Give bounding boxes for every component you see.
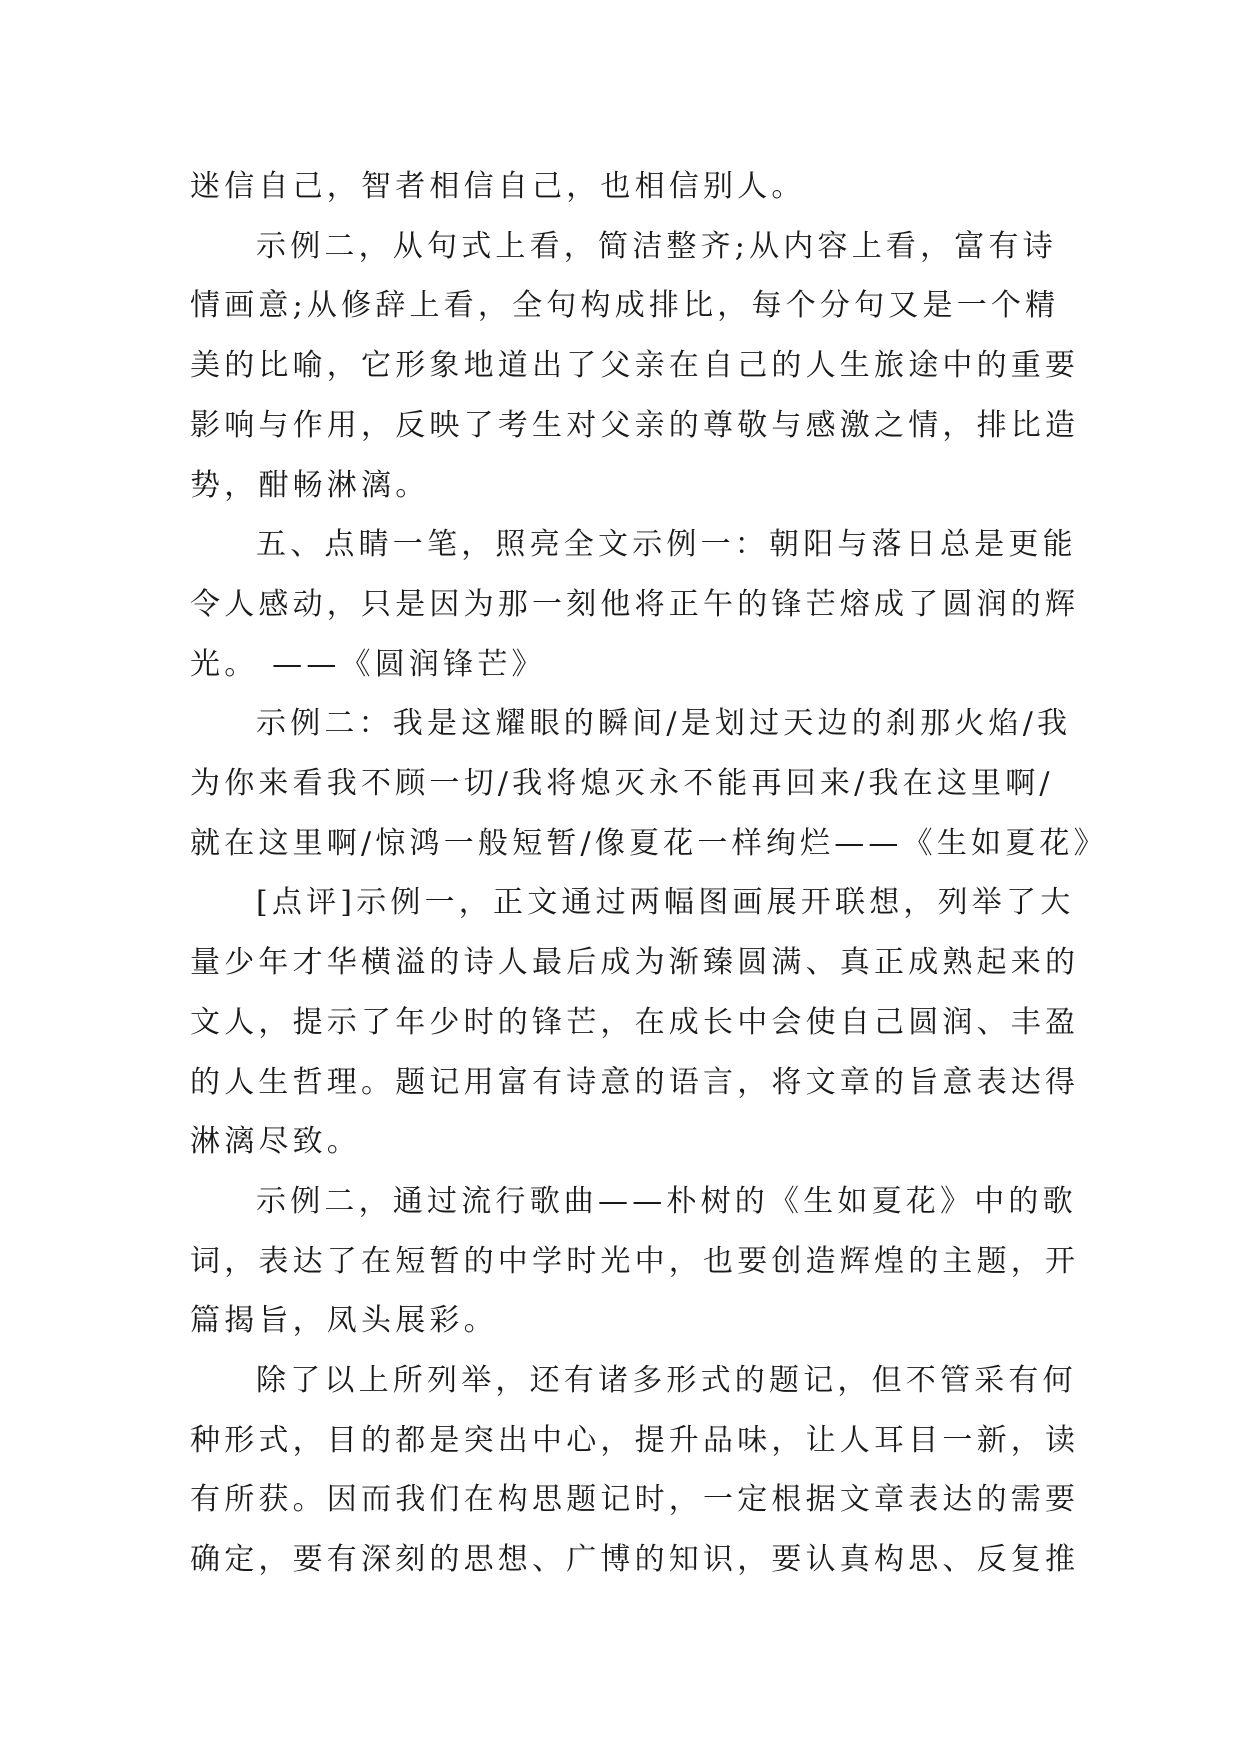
- text-line: 令人感动，只是因为那一刻他将正午的锋芒熔成了圆润的辉: [190, 586, 1080, 622]
- text-line: 情画意;从修辞上看，全句构成排比，每个分句又是一个精: [190, 288, 1060, 324]
- paragraph: [190, 157, 1050, 217]
- text-line: 影响与作用，反映了考生对父亲的尊敬与感激之情，排比造: [190, 407, 1080, 443]
- text-line: [点评]示例一，正文通过两幅图画展开联想，列举了大: [256, 885, 1075, 921]
- paragraph: [190, 1351, 1080, 1590]
- text-line: 除了以上所列举，还有诸多形式的题记，但不管采有何: [256, 1363, 1077, 1399]
- text-line: 文人，提示了年少时的锋芒，在成长中会使自己圆润、丰盈: [190, 1004, 1080, 1040]
- text-line: 确定，要有深刻的思想、广博的知识，要认真构思、反复推: [190, 1542, 1080, 1578]
- text-line: 种形式，目的都是突出中心，提升品味，让人耳目一新，读: [190, 1422, 1080, 1458]
- paragraph: [190, 873, 1080, 1172]
- text-line: 光。 ——《圆润锋芒》: [190, 646, 546, 682]
- text-line: 词，表达了在短暂的中学时光中，也要创造辉煌的主题，开: [190, 1243, 1080, 1279]
- paragraph: [190, 1172, 1080, 1351]
- text-line: 示例二：我是这耀眼的瞬间/是划过天边的刹那火焰/我: [256, 706, 1072, 742]
- text-line: 淋漓尽致。: [190, 1124, 361, 1160]
- document-body: [190, 157, 1108, 1590]
- text-line: 美的比喻，它形象地道出了父亲在自己的人生旅途中的重要: [190, 348, 1080, 384]
- text-line: 的人生哲理。题记用富有诗意的语言，将文章的旨意表达得: [190, 1064, 1080, 1100]
- text-line: 量少年才华横溢的诗人最后成为渐臻圆满、真正成熟起来的: [190, 945, 1080, 981]
- text-line: 就在这里啊/惊鸿一般短暂/像夏花一样绚烂——《生如夏花》: [190, 825, 1108, 861]
- text-line: 五、点睛一笔，照亮全文示例一：朝阳与落日总是更能: [256, 527, 1077, 563]
- text-line: 有所获。因而我们在构思题记时，一定根据文章表达的需要: [190, 1482, 1080, 1518]
- text-line: 示例二，从句式上看，简洁整齐;从内容上看，富有诗: [256, 228, 1057, 264]
- text-line: 势，酣畅淋漓。: [190, 467, 430, 503]
- text-line: 示例二，通过流行歌曲——朴树的《生如夏花》中的歌: [256, 1183, 1077, 1219]
- paragraph: [190, 217, 1080, 516]
- text-line: 篇揭旨，凤头展彩。: [190, 1303, 498, 1339]
- paragraph: [190, 694, 1108, 873]
- paragraph: [190, 515, 1080, 694]
- text-line: 迷信自己，智者相信自己，也相信别人。: [190, 169, 806, 204]
- text-line: 为你来看我不顾一切/我将熄灭永不能再回来/我在这里啊/: [190, 766, 1054, 802]
